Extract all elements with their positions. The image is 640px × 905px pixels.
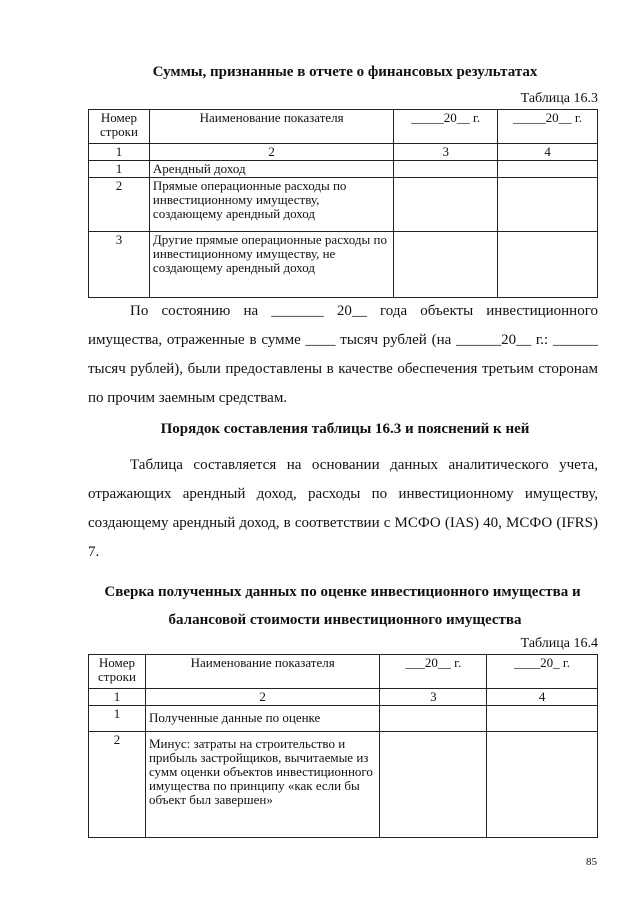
- table-16-4: [88, 654, 598, 838]
- column-number: 4: [498, 144, 598, 161]
- header-cell: Наименование показателя: [145, 655, 379, 689]
- row-number: 1: [89, 161, 150, 178]
- collateral-paragraph: По состоянию на _______ 20__ года объекты инвестиционного имущества, отраженные в сумме ____ тысяч рублей (на ______20__ г.: ______ тысяч рублей), были предоставлены в качестве обеспечения третьим сторонам по прочим заемным средствам.: [88, 303, 598, 406]
- table-row: [89, 732, 598, 838]
- header-cell: Номер строки: [89, 655, 146, 689]
- row-number: 3: [89, 232, 150, 298]
- value-cell: [498, 232, 598, 298]
- column-number: 2: [149, 144, 393, 161]
- header-cell: Номер строки: [89, 110, 150, 144]
- value-cell: [394, 161, 498, 178]
- table-header-row: [89, 110, 598, 144]
- page-number: 85: [586, 856, 597, 868]
- value-cell: [380, 706, 487, 732]
- column-number: 1: [89, 689, 146, 706]
- row-name: Другие прямые операционные расходы по инвестиционному имуществу, не создающему арендный доход: [149, 232, 393, 298]
- row-name: Арендный доход: [149, 161, 393, 178]
- table-header-row: [89, 655, 598, 689]
- column-number: 3: [380, 689, 487, 706]
- table-caption: Таблица 16.4: [520, 636, 598, 651]
- header-cell: ____20_ г.: [487, 655, 598, 689]
- row-name: Минус: затраты на строительство и прибыль застройщиков, вычитаемые из сумм оценки объектов инвестиционного имущества по принципу «как если бы объект был завершен»: [145, 732, 379, 838]
- value-cell: [498, 161, 598, 178]
- table-row: [89, 232, 598, 298]
- table-16-3: [88, 109, 598, 298]
- column-number: 2: [145, 689, 379, 706]
- header-cell: ___20__ г.: [380, 655, 487, 689]
- header-cell: _____20__ г.: [498, 110, 598, 144]
- value-cell: [487, 706, 598, 732]
- value-cell: [380, 732, 487, 838]
- table-row: [89, 178, 598, 232]
- row-name: Прямые операционные расходы по инвестиционному имуществу, создающему арендный доход: [149, 178, 393, 232]
- table-row: [89, 706, 598, 732]
- column-number-row: [89, 144, 598, 161]
- value-cell: [394, 232, 498, 298]
- value-cell: [487, 732, 598, 838]
- explanation-paragraph: Таблица составляется на основании данных аналитического учета, отражающих арендный доход, расходы по инвестиционному имуществу, создающему арендный доход, в соответствии с МСФО (IAS) 40, МСФО (IFRS) 7.: [88, 457, 598, 560]
- row-number: 2: [89, 178, 150, 232]
- section-title: Суммы, признанные в отчете о финансовых результатах: [152, 64, 538, 80]
- row-number: 1: [89, 706, 146, 732]
- section-title-line2: балансовой стоимости инвестиционного имущества: [168, 612, 522, 628]
- section-title: Порядок составления таблицы 16.3 и пояснений к ней: [160, 421, 530, 437]
- column-number: 1: [89, 144, 150, 161]
- header-cell: _____20__ г.: [394, 110, 498, 144]
- table-caption: Таблица 16.3: [520, 91, 598, 106]
- table-row: [89, 161, 598, 178]
- value-cell: [394, 178, 498, 232]
- column-number: 4: [487, 689, 598, 706]
- header-cell: Наименование показателя: [149, 110, 393, 144]
- row-number: 2: [89, 732, 146, 838]
- column-number: 3: [394, 144, 498, 161]
- column-number-row: [89, 689, 598, 706]
- row-name: Полученные данные по оценке: [145, 706, 379, 732]
- value-cell: [498, 178, 598, 232]
- section-title: Сверка полученных данных по оценке инвестиционного имущества и: [104, 584, 581, 600]
